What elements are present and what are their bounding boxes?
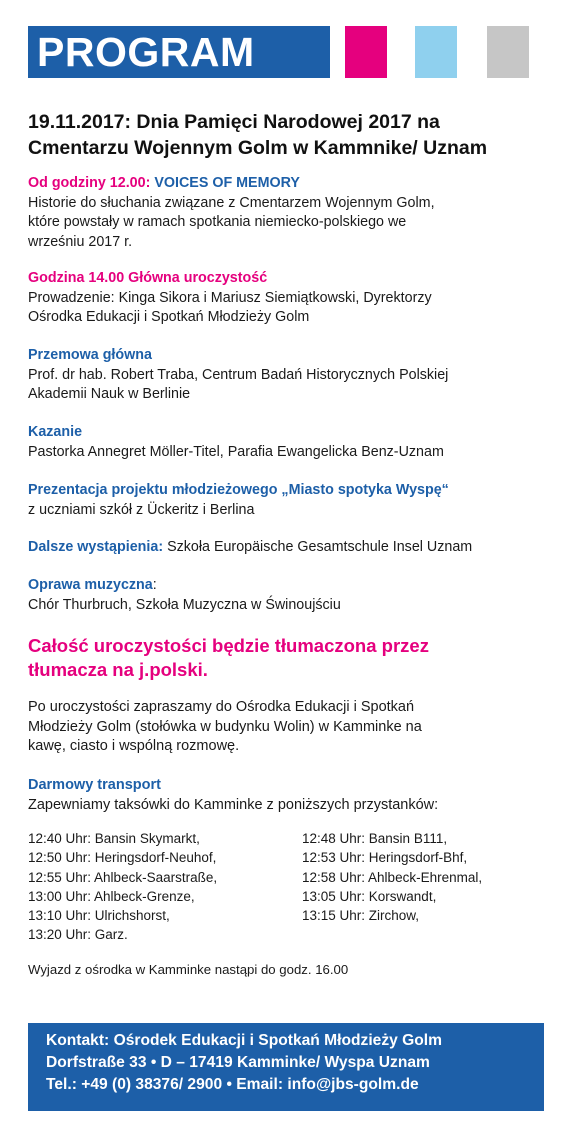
footer-phone-email-line: Tel.: +49 (0) 38376/ 2900 • Email: info@jbs-golm.de <box>46 1076 419 1093</box>
stops-list-right <box>302 829 482 925</box>
footer-contact-line: Kontakt: Ośrodek Edukacji i Spotkań Młodzieży Golm <box>46 1032 442 1049</box>
invitation-paragraph <box>28 698 548 757</box>
section-heading: Darmowy transport <box>28 777 161 793</box>
notice-line1: Całość uroczystości będzie tłumaczona przez <box>28 635 429 656</box>
stop-item: 12:53 Uhr: Heringsdorf-Bhf, <box>302 850 468 866</box>
section-body-line: Historie do słuchania związane z Cmentarzem Wojennym Golm, <box>28 194 435 211</box>
event-title-line1: 19.11.2017: Dnia Pamięci Narodowej 2017 na <box>28 111 440 133</box>
section-body-line: z uczniami szkół z Ückeritz i Berlina <box>28 501 255 518</box>
section-free-transport <box>28 776 548 815</box>
stop-item: 12:40 Uhr: Bansin Skymarkt, <box>28 831 200 846</box>
section-voices-of-memory <box>28 174 548 252</box>
event-title <box>28 109 543 161</box>
section-main-ceremony <box>28 269 548 328</box>
section-body-line: Ośrodka Edukacji i Spotkań Młodzieży Golm <box>28 309 310 325</box>
stop-item: 12:50 Uhr: Heringsdorf-Neuhof, <box>28 850 217 866</box>
section-body-line: Prowadzenie: Kinga Sikora i Mariusz Siemiątkowski, Dyrektorzy <box>28 289 432 306</box>
stop-item: 13:20 Uhr: Garz. <box>28 927 128 943</box>
translation-notice <box>28 634 538 682</box>
section-body-line: Chór Thurbruch, Szkoła Muzyczna w Świnoujściu <box>28 596 341 613</box>
contact-footer <box>28 1023 544 1111</box>
section-inline-body: Szkoła Europäische Gesamtschule Insel Uznam <box>163 539 473 555</box>
section-heading: Przemowa główna <box>28 347 152 363</box>
section-body-line: Prof. dr hab. Robert Traba, Centrum Badań Historycznych Polskiej <box>28 366 449 383</box>
section-further-speeches <box>28 538 548 558</box>
stop-item: 13:15 Uhr: Zirchow, <box>302 908 420 924</box>
program-header: PROGRAM <box>28 26 330 78</box>
section-heading <box>28 174 548 194</box>
stop-item: 13:00 Uhr: Ahlbeck-Grenze, <box>28 888 195 904</box>
section-heading: Godzina 14.00 Główna uroczystość <box>28 270 268 286</box>
invitation-line: Po uroczystości zapraszamy do Ośrodka Edukacji i Spotkań <box>28 699 415 715</box>
gray-square <box>487 26 529 78</box>
stop-item: 13:10 Uhr: Ulrichshorst, <box>28 908 170 924</box>
event-title-line2: Cmentarzu Wojennym Golm w Kammnike/ Uznam <box>28 137 488 159</box>
section-body-line: wrześniu 2017 r. <box>28 233 133 250</box>
invitation-line: Młodzieży Golm (stołówka w budynku Wolin) w Kamminke na <box>28 718 422 735</box>
section-body-line: Pastorka Annegret Möller-Titel, Parafia Ewangelicka Benz-Uznam <box>28 443 444 460</box>
stop-item: 12:55 Uhr: Ahlbeck-Saarstraße, <box>28 869 218 885</box>
section-heading-time: Od godziny 12.00: <box>28 175 151 191</box>
notice-line2: tłumacza na j.polski. <box>28 659 208 680</box>
section-music <box>28 576 548 615</box>
section-body-line: które powstały w ramach spotkania niemiecko-polskiego we <box>28 214 407 230</box>
section-heading: Oprawa muzyczna <box>28 577 153 593</box>
footer-address-line: Dorfstraße 33 • D – 17419 Kamminke/ Wyspa Uznam <box>46 1054 430 1071</box>
transport-intro: Zapewniamy taksówki do Kamminke z poniższych przystanków: <box>28 796 439 813</box>
section-heading: Prezentacja projektu młodzieżowego „Miasto spotyka Wyspę“ <box>28 482 449 498</box>
section-heading-highlight: VOICES OF MEMORY <box>154 175 300 191</box>
stops-list-left <box>28 829 217 945</box>
stop-item: 12:48 Uhr: Bansin B111, <box>302 831 448 846</box>
departure-note: Wyjazd z ośrodka w Kamminke nastąpi do godz. 16.00 <box>28 962 349 977</box>
section-sermon <box>28 423 548 462</box>
section-heading: Dalsze wystąpienia: <box>28 539 164 555</box>
light-blue-square <box>415 26 457 78</box>
section-keynote <box>28 346 548 405</box>
stop-item: 12:58 Uhr: Ahlbeck-Ehrenmal, <box>302 869 483 885</box>
section-body-line: Akademii Nauk w Berlinie <box>28 386 191 402</box>
section-heading: Kazanie <box>28 424 83 440</box>
magenta-square <box>345 26 387 78</box>
section-youth-project <box>28 481 548 520</box>
stop-item: 13:05 Uhr: Korswandt, <box>302 888 437 904</box>
invitation-line: kawę, ciasto i wspólną rozmowę. <box>28 738 240 754</box>
section-heading-colon: : <box>152 577 157 593</box>
